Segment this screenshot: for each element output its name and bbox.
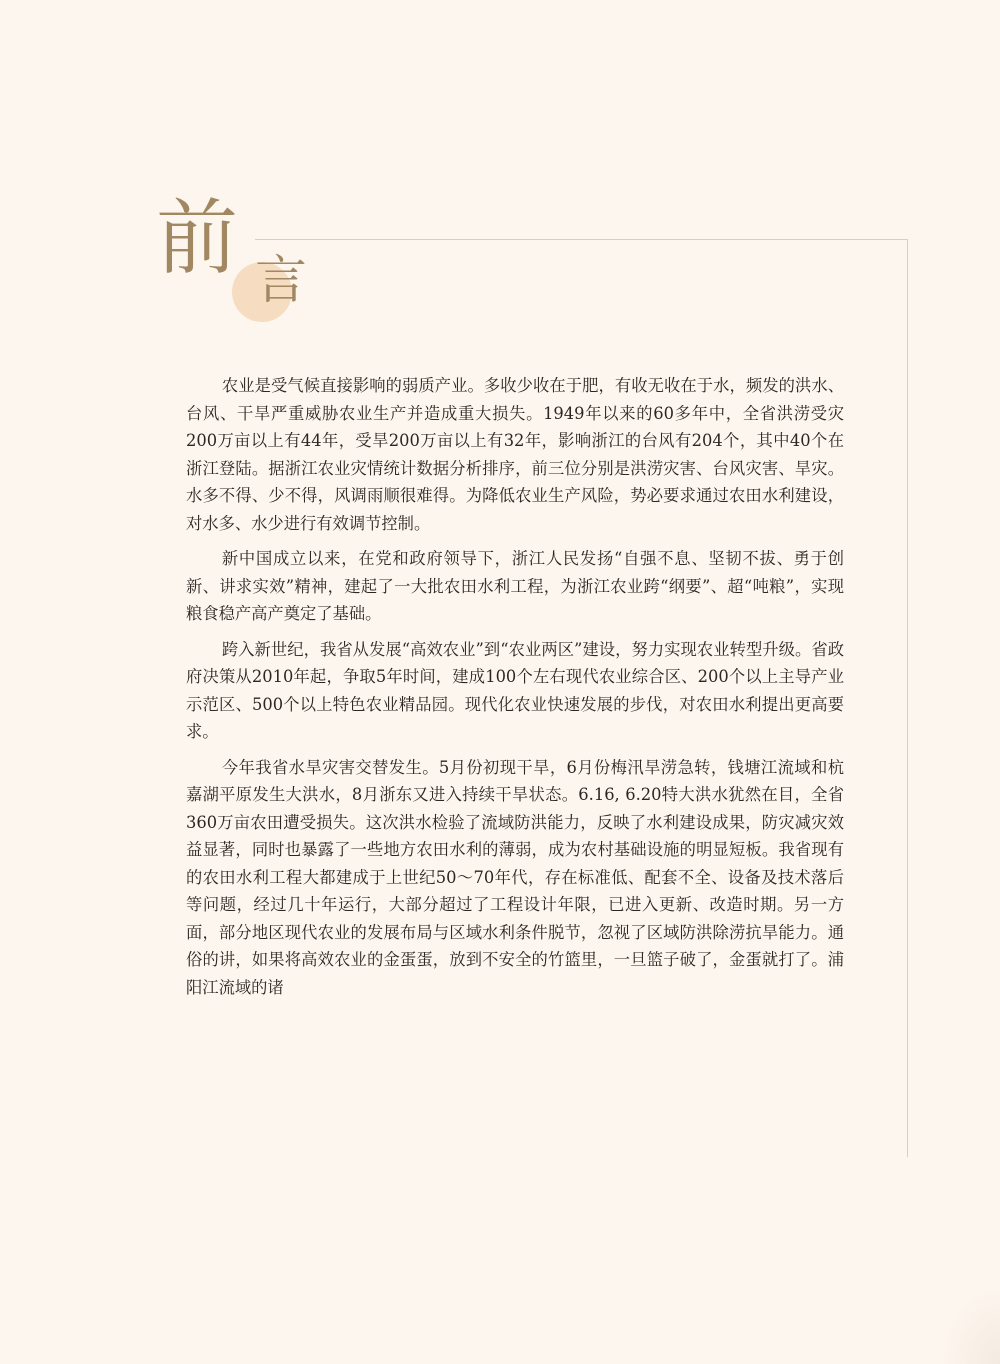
frame-top-line <box>255 239 908 240</box>
paragraph-2: 新中国成立以来，在党和政府领导下，浙江人民发扬“自强不息、坚韧不拔、勇于创新、讲求实效”精神，建起了一大批农田水利工程，为浙江农业跨“纲要”、超“吨粮”，实现粮食稳产高产奠定了基础。 <box>186 549 844 623</box>
body-text <box>186 372 844 1009</box>
page-corner-curl <box>940 1284 1000 1364</box>
paragraph-3: 跨入新世纪，我省从发展“高效农业”到“农业两区”建设，努力实现农业转型升级。省政府决策从2010年起，争取5年时间，建成100个左右现代农业综合区、200个以上主导产业示范区、500个以上特色农业精品园。现代化农业快速发展的步伐，对农田水利提出更高要求。 <box>186 639 844 741</box>
page-title-char-1: 前 <box>156 191 239 286</box>
paragraph-4: 今年我省水旱灾害交替发生。5月份初现干旱，6月份梅汛旱涝急转，钱塘江流域和杭嘉湖平原发生大洪水，8月浙东又进入持续干旱状态。6.16, 6.20特大洪水犹然在目，全省360万亩农田遭受损失。这次洪水检验了流域防洪能力，反映了水利建设成果，防灾减灾效益显著，同时也暴露了一些地方农田水利的薄弱，成为农村基础设施的明显短板。我省现有的农田水利工程大都建成于上世纪50～70年代，存在标准低、配套不全、设备及技术落后等问题，经过几十年运行，大部分超过了工程设计年限，已进入更新、改造时期。另一方面，部分地区现代农业的发展布局与区域水利条件脱节，忽视了区域防洪除涝抗旱能力。通俗的讲，如果将高效农业的金蛋蛋，放到不安全的竹篮里，一旦篮子破了，金蛋就打了。浦阳江流域的诸 <box>186 757 844 997</box>
paragraph-1: 农业是受气候直接影响的弱质产业。多收少收在于肥，有收无收在于水，频发的洪水、台风、干旱严重威胁农业生产并造成重大损失。1949年以来的60多年中，全省洪涝受灾200万亩以上有44年，受旱200万亩以上有32年，影响浙江的台风有204个，其中40个在浙江登陆。据浙江农业灾情统计数据分析排序，前三位分别是洪涝灾害、台风灾害、旱灾。水多不得、少不得，风调雨顺很难得。为降低农业生产风险，势必要求通过农田水利建设，对水多、水少进行有效调节控制。 <box>186 376 844 533</box>
page-title-char-2: 言 <box>255 251 308 311</box>
frame-right-line <box>907 239 908 1157</box>
